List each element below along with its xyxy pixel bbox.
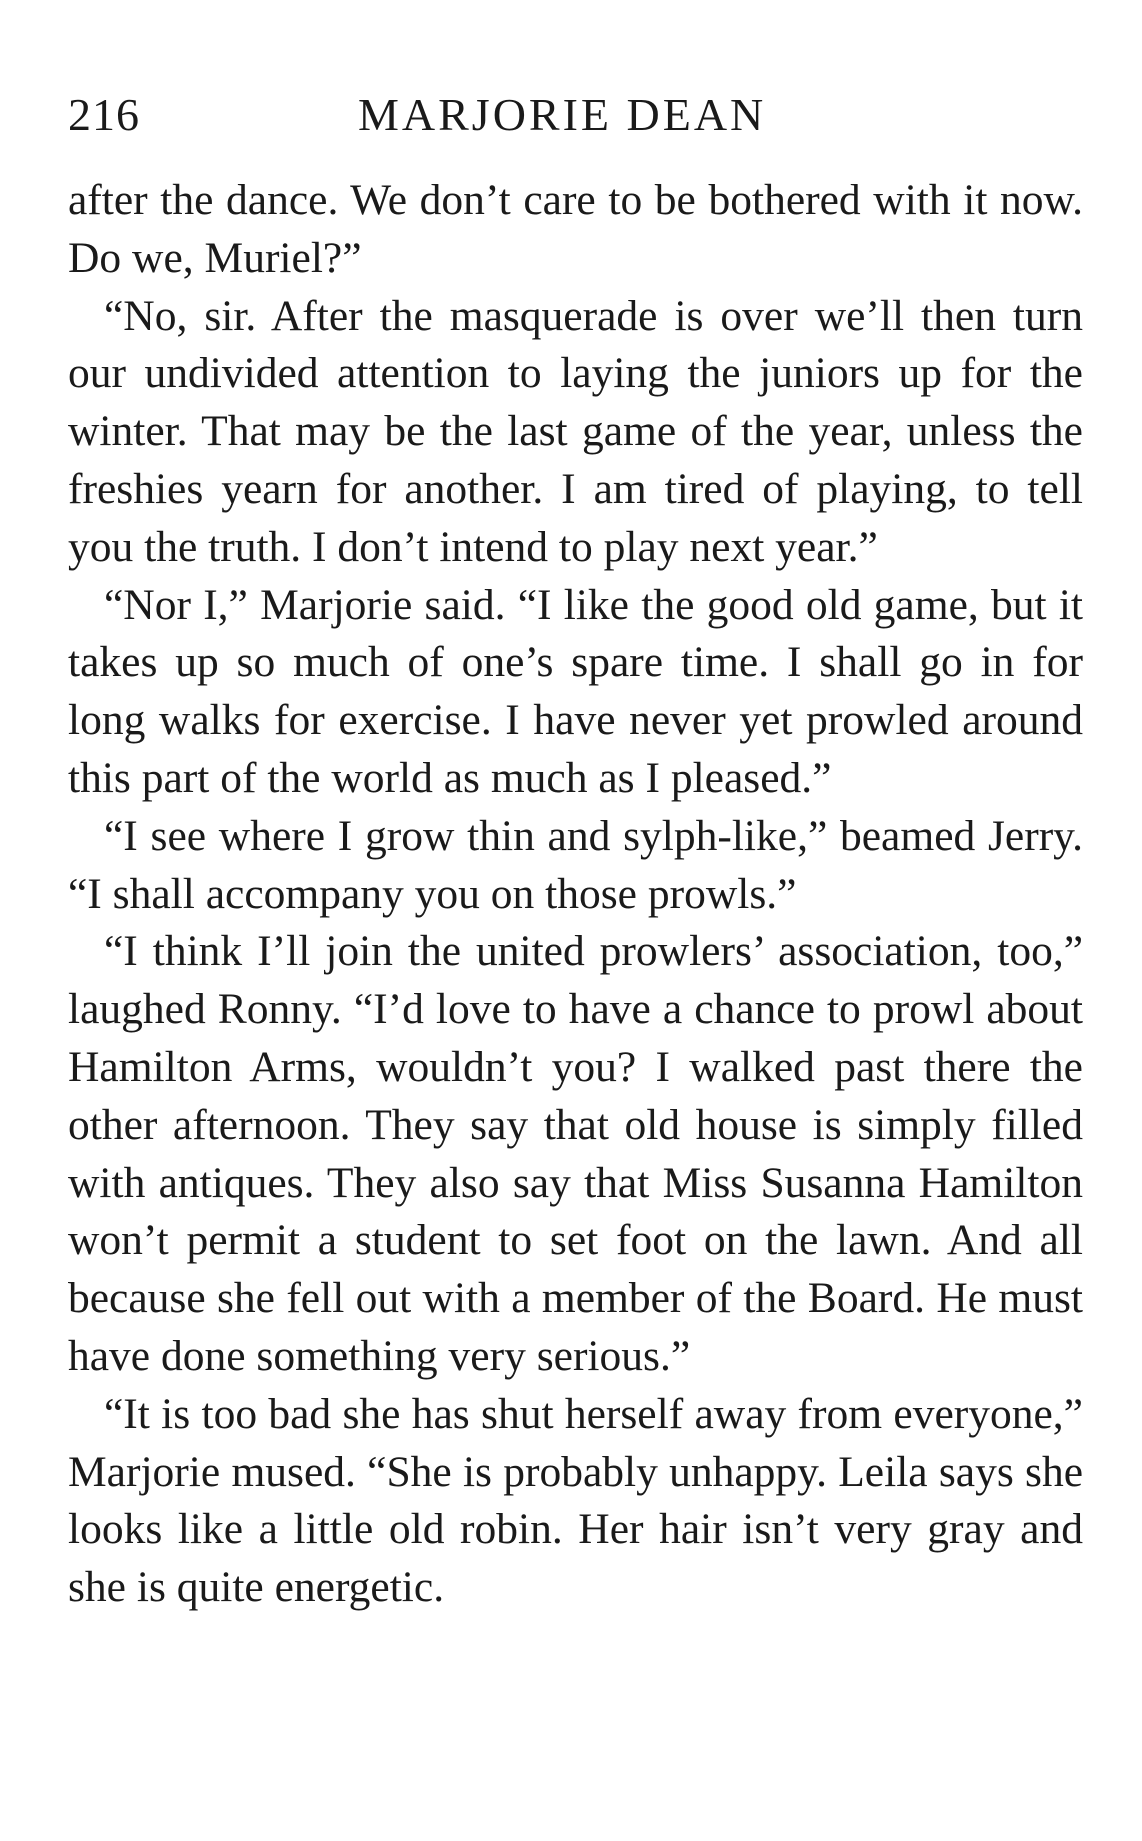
book-page [68,0,1083,1841]
paragraph: “It is too bad she has shut herself away from everyone,” Marjorie mused. “She is probably unhappy. Leila says she looks like a little old robin. Her hair isn’t very gray and she is quite energetic. [68,1389,1083,1612]
paragraph: “I think I’ll join the united prowlers’ association, too,” laughed Ronny. “I’d love to have a chance to prowl about Hamilton Arms, wouldn’t you? I walked past there the other afternoon. They say that old house is simply filled with antiques. They also say that Miss Susanna Hamilton won’t permit a student to set foot on the lawn. And all because she fell out with a member of the Board. He must have done something very serious.” [68,927,1083,1380]
paragraph: “Nor I,” Marjorie said. “I like the good old game, but it takes up so much of one’s spare time. I shall go in for long walks for exercise. I have never yet prowled around this part of the world as much as I pleased.” [68,580,1083,802]
body-text [68,172,1083,1617]
running-title: MARJORIE DEAN [358,89,767,140]
paragraph: “No, sir. After the masquerade is over we’ll then turn our undivided attention to laying the juniors up for the winter. That may be the last game of the year, unless the freshies yearn for another. I am tired of playing, to tell you the truth. I don’t intend to play next year.” [68,291,1083,571]
page-header [68,88,1083,138]
paragraph: after the dance. We don’t care to be bothered with it now. Do we, Muriel?” [68,176,1083,282]
page-number: 216 [68,89,140,140]
paragraph: “I see where I grow thin and sylph-like,” beamed Jerry. “I shall accompany you on those prowls.” [68,811,1083,918]
